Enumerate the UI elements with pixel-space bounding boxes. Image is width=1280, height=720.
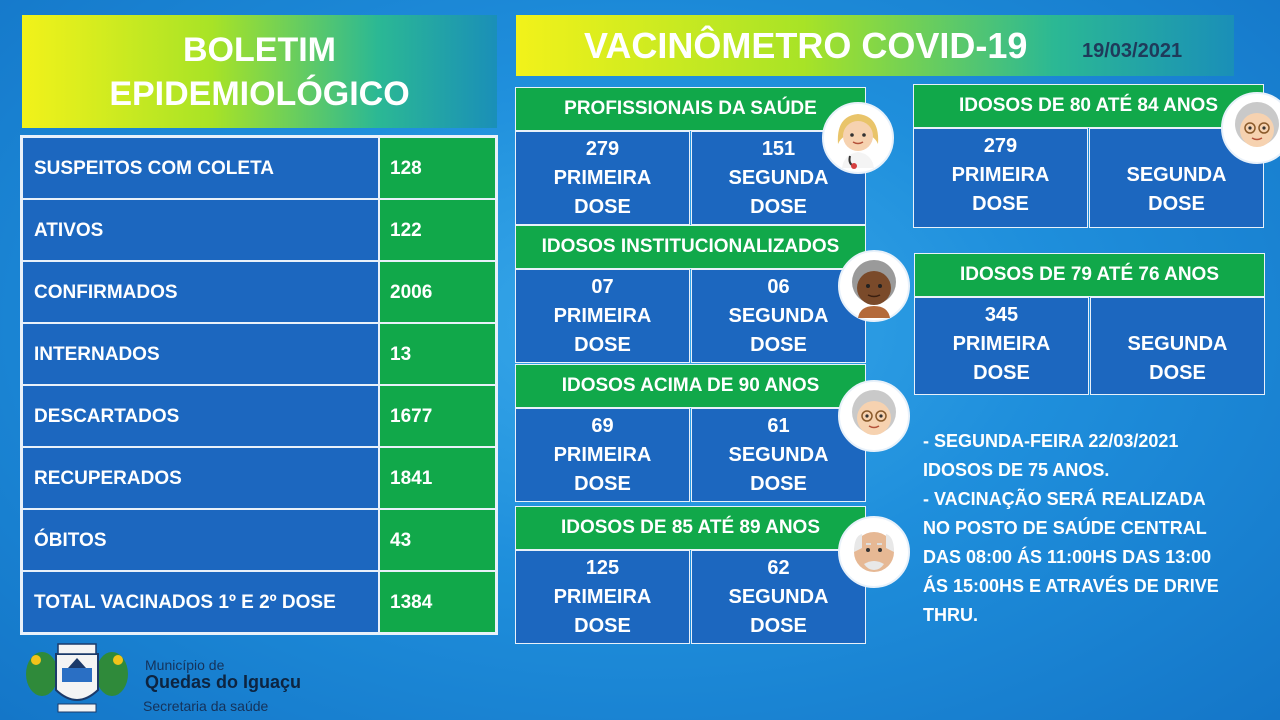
first-dose-cell: [515, 269, 690, 363]
second-dose-label: SEGUNDA: [728, 305, 829, 327]
first-dose-label: PRIMEIRA: [952, 333, 1051, 355]
boletim-title-line1: BOLETIM: [183, 31, 336, 69]
vacinometro-date: 19/03/2021: [1082, 40, 1183, 62]
first-dose-cell: [515, 408, 690, 502]
card-title: IDOSOS ACIMA DE 90 ANOS: [515, 364, 866, 408]
dose-word: DOSE: [750, 615, 807, 637]
row-value: 122: [379, 199, 496, 261]
dose-word: DOSE: [972, 193, 1029, 215]
first-dose-count: 07: [591, 276, 614, 298]
table-row: [22, 323, 496, 385]
note-line: THRU.: [923, 605, 978, 625]
stats-table: [20, 135, 498, 635]
table-row: [22, 571, 496, 633]
row-label: SUSPEITOS COM COLETA: [22, 137, 379, 199]
coat-of-arms-icon: [22, 638, 132, 720]
card-title: IDOSOS DE 79 ATÉ 76 ANOS: [914, 253, 1265, 297]
first-dose-label: PRIMEIRA: [553, 444, 652, 466]
row-label: RECUPERADOS: [22, 447, 379, 509]
row-label: ATIVOS: [22, 199, 379, 261]
nurse-icon: [822, 102, 894, 174]
dose-word: DOSE: [574, 334, 631, 356]
row-label: DESCARTADOS: [22, 385, 379, 447]
first-dose-count: 279: [585, 138, 620, 160]
vacinometro-banner: [516, 15, 1234, 76]
first-dose-count: 69: [591, 415, 614, 437]
note-line: - VACINAÇÃO SERÁ REALIZADA: [923, 489, 1206, 509]
table-row: [22, 261, 496, 323]
dose-word: DOSE: [750, 334, 807, 356]
second-dose-count: 61: [767, 415, 790, 437]
first-dose-label: PRIMEIRA: [553, 167, 652, 189]
table-row: [22, 199, 496, 261]
table-row: [22, 509, 496, 571]
card-title: PROFISSIONAIS DA SAÚDE: [515, 87, 866, 131]
table-row: [22, 137, 496, 199]
row-value: 1841: [379, 447, 496, 509]
note-line: NO POSTO DE SAÚDE CENTRAL: [923, 518, 1207, 538]
dose-word: DOSE: [574, 473, 631, 495]
row-label: ÓBITOS: [22, 509, 379, 571]
dose-word: DOSE: [750, 473, 807, 495]
row-value: 2006: [379, 261, 496, 323]
row-value: 43: [379, 509, 496, 571]
dose-word: DOSE: [750, 196, 807, 218]
dose-word: DOSE: [574, 196, 631, 218]
boletim-title-line2: EPIDEMIOLÓGICO: [109, 75, 410, 113]
first-dose-count: 345: [984, 304, 1019, 326]
second-dose-label: SEGUNDA: [728, 444, 829, 466]
note-line: IDOSOS DE 75 ANOS.: [923, 460, 1110, 480]
card-title: IDOSOS DE 85 ATÉ 89 ANOS: [515, 506, 866, 550]
dose-word: DOSE: [1149, 362, 1206, 384]
first-dose-cell: [515, 131, 690, 225]
second-dose-label: SEGUNDA: [728, 167, 829, 189]
municipality-name: Quedas do Iguaçu: [145, 672, 302, 692]
second-dose-cell: [1090, 297, 1265, 395]
dose-word: DOSE: [973, 362, 1030, 384]
elder-woman-icon: [1221, 92, 1280, 164]
note-line: - SEGUNDA-FEIRA 22/03/2021: [923, 431, 1179, 451]
row-value: 128: [379, 137, 496, 199]
vacinometro-title: VACINÔMETRO COVID-19: [584, 25, 1028, 66]
second-dose-count: 62: [767, 557, 790, 579]
boletim-banner: [22, 15, 497, 128]
note-line: ÁS 15:00HS E ATRAVÉS DE DRIVE: [923, 576, 1219, 596]
card-title: IDOSOS DE 80 ATÉ 84 ANOS: [913, 84, 1264, 128]
table-row: [22, 385, 496, 447]
second-dose-label: SEGUNDA: [1126, 164, 1227, 186]
card-title: IDOSOS INSTITUCIONALIZADOS: [515, 225, 866, 269]
first-dose-cell: [914, 297, 1089, 395]
row-value: 1677: [379, 385, 496, 447]
department-name: Secretaria da saúde: [143, 698, 269, 714]
row-label: INTERNADOS: [22, 323, 379, 385]
first-dose-count: 125: [585, 557, 620, 579]
first-dose-count: 279: [983, 135, 1018, 157]
dose-word: DOSE: [1148, 193, 1205, 215]
first-dose-label: PRIMEIRA: [553, 586, 652, 608]
row-label: TOTAL VACINADOS 1º E 2º DOSE: [22, 571, 379, 633]
first-dose-label: PRIMEIRA: [951, 164, 1050, 186]
elder-woman-dark-icon: [838, 250, 910, 322]
dose-word: DOSE: [574, 615, 631, 637]
second-dose-count: [1091, 301, 1264, 330]
row-value: 1384: [379, 571, 496, 633]
first-dose-cell: [515, 550, 690, 644]
municipality-label: Município de: [145, 657, 225, 673]
first-dose-cell: [913, 128, 1088, 228]
second-dose-label: SEGUNDA: [1127, 333, 1228, 355]
schedule-note: [923, 427, 1263, 630]
second-dose-label: SEGUNDA: [728, 586, 829, 608]
row-label: CONFIRMADOS: [22, 261, 379, 323]
row-value: 13: [379, 323, 496, 385]
second-dose-count: 151: [761, 138, 796, 160]
note-line: DAS 08:00 ÁS 11:00HS DAS 13:00: [923, 547, 1212, 567]
elder-woman-icon: [838, 380, 910, 452]
second-dose-count: 06: [767, 276, 790, 298]
table-row: [22, 447, 496, 509]
elder-man-icon: [838, 516, 910, 588]
first-dose-label: PRIMEIRA: [553, 305, 652, 327]
